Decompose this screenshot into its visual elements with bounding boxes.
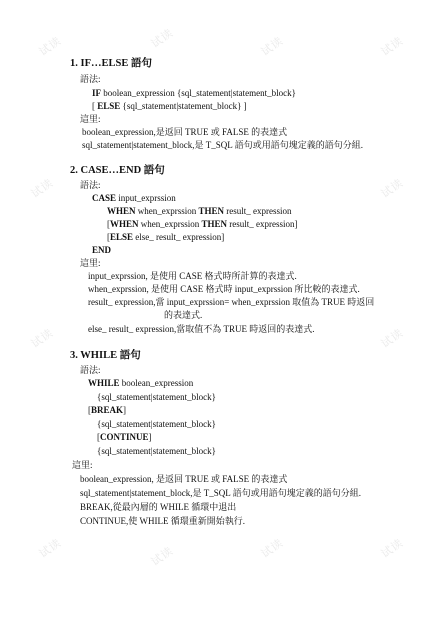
- where-label: 這里:: [72, 460, 93, 470]
- code-line: {sql_statement|statement_block}: [97, 392, 216, 402]
- note-line: boolean_expression, 是返回 TRUE 或 FALSE 的表達式: [80, 474, 288, 484]
- watermark: 试读: [28, 326, 56, 351]
- bracket: [: [107, 219, 110, 229]
- watermark: 试读: [378, 536, 406, 561]
- section-heading: 1. IF…ELSE 語句: [70, 58, 152, 69]
- code-text: boolean_expression: [119, 378, 194, 388]
- keyword: THEN: [201, 219, 228, 229]
- keyword: ELSE: [97, 101, 121, 111]
- note-line: when_exprssion, 是使用 CASE 格式時 input_exprssion 所比較的表達式.: [88, 284, 360, 294]
- keyword: END: [92, 245, 112, 255]
- bracket: [: [88, 405, 91, 415]
- note-line: result_ expression,當 input_exprssion= when_exprssion 取值為 TRUE 時返回: [88, 297, 375, 307]
- watermark: 试读: [36, 34, 64, 59]
- code-line: [92, 101, 247, 112]
- note-line: input_exprssion, 是使用 CASE 格式時所計算的表達式.: [88, 271, 297, 281]
- code-line: [92, 245, 111, 256]
- note-line: BREAK,從最內層的 WHILE 循環中退出: [80, 502, 237, 512]
- note-line: CONTINUE,使 WHILE 循環重新開始執行.: [80, 516, 245, 526]
- code-text: {sql_statement|statement_block} ]: [120, 101, 247, 111]
- code-text: result_ expression: [224, 206, 292, 216]
- watermark: 试读: [148, 544, 176, 569]
- syntax-label: 語法:: [80, 180, 101, 190]
- keyword: WHILE: [88, 378, 120, 388]
- note-line: boolean_expression,是返回 TRUE 或 FALSE 的表達式: [82, 127, 288, 137]
- note-line: else_ result_ expression,當取值不為 TRUE 時返回的表達式.: [88, 324, 315, 334]
- code-line: {sql_statement|statement_block}: [97, 446, 216, 456]
- keyword: WHEN: [107, 206, 136, 216]
- keyword: CONTINUE: [100, 432, 149, 442]
- where-label: 這里:: [80, 114, 101, 124]
- where-label: 這里:: [80, 258, 101, 268]
- watermark: 试读: [258, 536, 286, 561]
- watermark: 试读: [378, 176, 406, 201]
- code-line: [107, 232, 224, 243]
- keyword: CASE: [92, 193, 117, 203]
- code-text: boolean_expression {sql_statement|statement_block}: [101, 88, 296, 98]
- watermark: 试读: [148, 26, 176, 51]
- code-line: [107, 219, 298, 230]
- keyword: BREAK: [91, 405, 124, 415]
- keyword: WHEN: [110, 219, 139, 229]
- bracket: ]: [123, 405, 127, 415]
- bracket: [: [107, 232, 110, 242]
- keyword: IF: [92, 88, 101, 98]
- code-line: [92, 88, 296, 99]
- watermark: 试读: [378, 326, 406, 351]
- code-line: [97, 432, 152, 443]
- code-text: else_ result_ expression]: [133, 232, 225, 242]
- code-line: [107, 206, 292, 217]
- syntax-label: 語法:: [80, 365, 101, 375]
- bracket: [: [92, 101, 98, 111]
- keyword: THEN: [198, 206, 225, 216]
- section-heading: 3. WHILE 語句: [70, 350, 141, 361]
- watermark: 试读: [378, 34, 406, 59]
- section-heading: 2. CASE…END 語句: [70, 165, 165, 176]
- watermark: 试读: [258, 34, 286, 59]
- watermark: 试读: [36, 536, 64, 561]
- syntax-label: 語法:: [80, 74, 101, 84]
- code-text: when_exprssion: [135, 206, 199, 216]
- code-line: [88, 378, 193, 389]
- code-text: input_exprssion: [116, 193, 176, 203]
- watermark: 试读: [28, 176, 56, 201]
- code-line: [92, 193, 176, 204]
- bracket: ]: [148, 432, 152, 442]
- bracket: [: [97, 432, 100, 442]
- code-line: [88, 405, 126, 416]
- note-line: sql_statement|statement_block,是 T_SQL 語句或用語句塊定義的語句分組.: [82, 140, 363, 150]
- note-line: 的表達式.: [164, 310, 203, 320]
- code-line: {sql_statement|statement_block}: [97, 419, 216, 429]
- note-line: sql_statement|statement_block,是 T_SQL 語句或用語句塊定義的語句分組.: [80, 488, 361, 498]
- code-text: result_ expression]: [227, 219, 298, 229]
- keyword: ELSE: [110, 232, 134, 242]
- code-text: when_exprssion: [138, 219, 202, 229]
